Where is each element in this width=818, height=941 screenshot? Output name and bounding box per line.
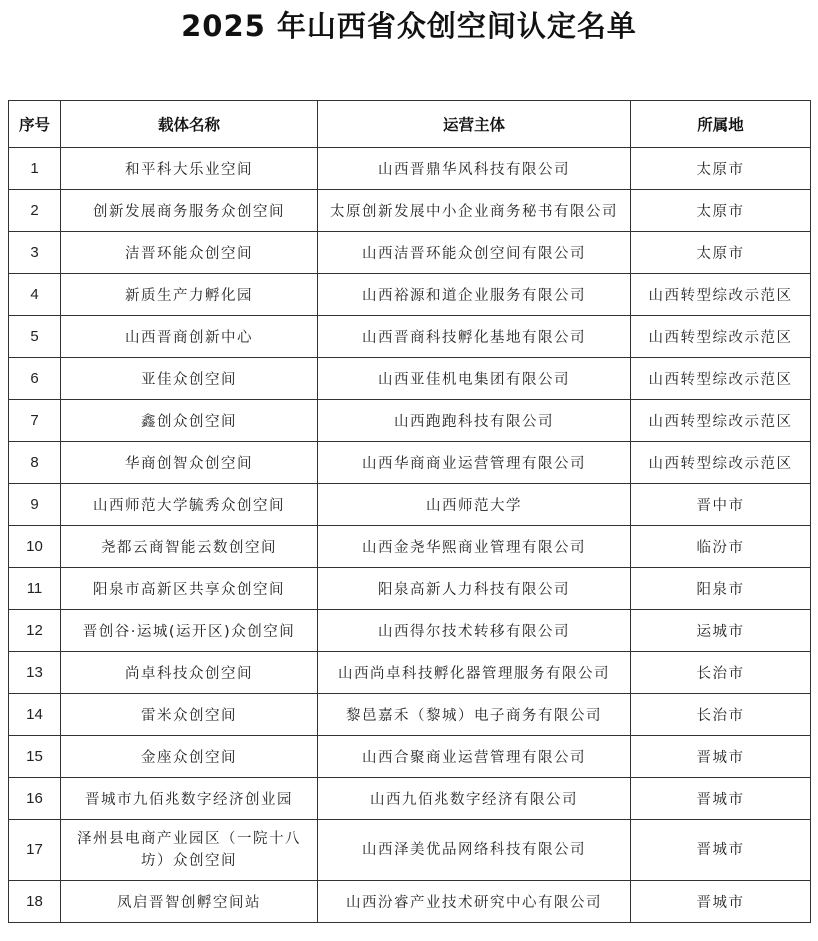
location-cell: 阳泉市	[631, 568, 811, 610]
carrier-name-cell: 雷米众创空间	[61, 694, 318, 736]
operating-entity-cell: 山西尚卓科技孵化器管理服务有限公司	[318, 652, 631, 694]
operating-entity-cell: 山西泽美优品网络科技有限公司	[318, 820, 631, 881]
location-cell: 晋中市	[631, 484, 811, 526]
table-row	[9, 778, 811, 820]
carrier-name-cell: 新质生产力孵化园	[61, 274, 318, 316]
carrier-name-cell: 晋创谷·运城(运开区)众创空间	[61, 610, 318, 652]
operating-entity-cell: 山西裕源和道企业服务有限公司	[318, 274, 631, 316]
table-row	[9, 148, 811, 190]
operating-entity-cell: 山西得尔技术转移有限公司	[318, 610, 631, 652]
location-cell: 临汾市	[631, 526, 811, 568]
location-cell: 晋城市	[631, 820, 811, 881]
location-cell: 山西转型综改示范区	[631, 274, 811, 316]
carrier-name-cell: 山西晋商创新中心	[61, 316, 318, 358]
operating-entity-cell: 山西亚佳机电集团有限公司	[318, 358, 631, 400]
location-cell: 太原市	[631, 148, 811, 190]
serial-number-cell: 2	[9, 190, 61, 232]
serial-number-cell: 10	[9, 526, 61, 568]
header-location: 所属地	[631, 101, 811, 148]
serial-number-cell: 8	[9, 442, 61, 484]
location-cell: 山西转型综改示范区	[631, 316, 811, 358]
operating-entity-cell: 山西师范大学	[318, 484, 631, 526]
table-row	[9, 526, 811, 568]
operating-entity-cell: 太原创新发展中小企业商务秘书有限公司	[318, 190, 631, 232]
location-cell: 晋城市	[631, 778, 811, 820]
header-carrier-name: 载体名称	[61, 101, 318, 148]
table-row	[9, 652, 811, 694]
carrier-name-cell: 华商创智众创空间	[61, 442, 318, 484]
table-row	[9, 820, 811, 881]
operating-entity-cell: 山西华商商业运营管理有限公司	[318, 442, 631, 484]
serial-number-cell: 12	[9, 610, 61, 652]
location-cell: 山西转型综改示范区	[631, 400, 811, 442]
location-cell: 晋城市	[631, 736, 811, 778]
serial-number-cell: 14	[9, 694, 61, 736]
carrier-name-text: 泽州县电商产业园区（一院十八坊）众创空间	[77, 831, 301, 869]
carrier-name-cell: 洁晋环能众创空间	[61, 232, 318, 274]
carrier-name-cell: 山西师范大学毓秀众创空间	[61, 484, 318, 526]
location-cell: 长治市	[631, 652, 811, 694]
location-cell: 运城市	[631, 610, 811, 652]
header-operating-entity: 运营主体	[318, 101, 631, 148]
carrier-name-cell	[61, 820, 318, 881]
table-row	[9, 484, 811, 526]
operating-entity-cell: 山西金尧华熙商业管理有限公司	[318, 526, 631, 568]
serial-number-cell: 7	[9, 400, 61, 442]
table-row	[9, 358, 811, 400]
operating-entity-cell: 阳泉高新人力科技有限公司	[318, 568, 631, 610]
serial-number-cell: 17	[9, 820, 61, 881]
operating-entity-cell: 山西洁晋环能众创空间有限公司	[318, 232, 631, 274]
carrier-name-cell: 金座众创空间	[61, 736, 318, 778]
carrier-name-cell: 凤启晋智创孵空间站	[61, 881, 318, 923]
carrier-name-cell: 晋城市九佰兆数字经济创业园	[61, 778, 318, 820]
carrier-name-cell: 创新发展商务服务众创空间	[61, 190, 318, 232]
table-row	[9, 568, 811, 610]
page-title: 2025 年山西省众创空间认定名单	[181, 9, 637, 43]
operating-entity-cell: 黎邑嘉禾（黎城）电子商务有限公司	[318, 694, 631, 736]
table-row	[9, 316, 811, 358]
carrier-name-cell: 尚卓科技众创空间	[61, 652, 318, 694]
serial-number-cell: 11	[9, 568, 61, 610]
header-serial-number: 序号	[9, 101, 61, 148]
operating-entity-cell: 山西晋鼎华风科技有限公司	[318, 148, 631, 190]
serial-number-cell: 5	[9, 316, 61, 358]
serial-number-cell: 13	[9, 652, 61, 694]
serial-number-cell: 18	[9, 881, 61, 923]
table-row	[9, 400, 811, 442]
operating-entity-cell: 山西九佰兆数字经济有限公司	[318, 778, 631, 820]
serial-number-cell: 9	[9, 484, 61, 526]
location-cell: 山西转型综改示范区	[631, 358, 811, 400]
table-row	[9, 190, 811, 232]
carrier-name-cell: 亚佳众创空间	[61, 358, 318, 400]
location-cell: 太原市	[631, 190, 811, 232]
operating-entity-cell: 山西晋商科技孵化基地有限公司	[318, 316, 631, 358]
serial-number-cell: 1	[9, 148, 61, 190]
table-row	[9, 610, 811, 652]
table-header-row	[9, 101, 811, 148]
carrier-name-cell: 鑫创众创空间	[61, 400, 318, 442]
serial-number-cell: 6	[9, 358, 61, 400]
carrier-name-cell: 和平科大乐业空间	[61, 148, 318, 190]
serial-number-cell: 4	[9, 274, 61, 316]
serial-number-cell: 15	[9, 736, 61, 778]
operating-entity-cell: 山西跑跑科技有限公司	[318, 400, 631, 442]
operating-entity-cell: 山西汾睿产业技术研究中心有限公司	[318, 881, 631, 923]
serial-number-cell: 3	[9, 232, 61, 274]
table-row	[9, 232, 811, 274]
location-cell: 长治市	[631, 694, 811, 736]
operating-entity-cell: 山西合聚商业运营管理有限公司	[318, 736, 631, 778]
carrier-name-cell: 阳泉市高新区共享众创空间	[61, 568, 318, 610]
table-row	[9, 274, 811, 316]
table-row	[9, 694, 811, 736]
location-cell: 晋城市	[631, 881, 811, 923]
table-row	[9, 881, 811, 923]
certification-table	[8, 100, 811, 923]
table-row	[9, 442, 811, 484]
carrier-name-cell: 尧都云商智能云数创空间	[61, 526, 318, 568]
location-cell: 太原市	[631, 232, 811, 274]
table-row	[9, 736, 811, 778]
location-cell: 山西转型综改示范区	[631, 442, 811, 484]
serial-number-cell: 16	[9, 778, 61, 820]
